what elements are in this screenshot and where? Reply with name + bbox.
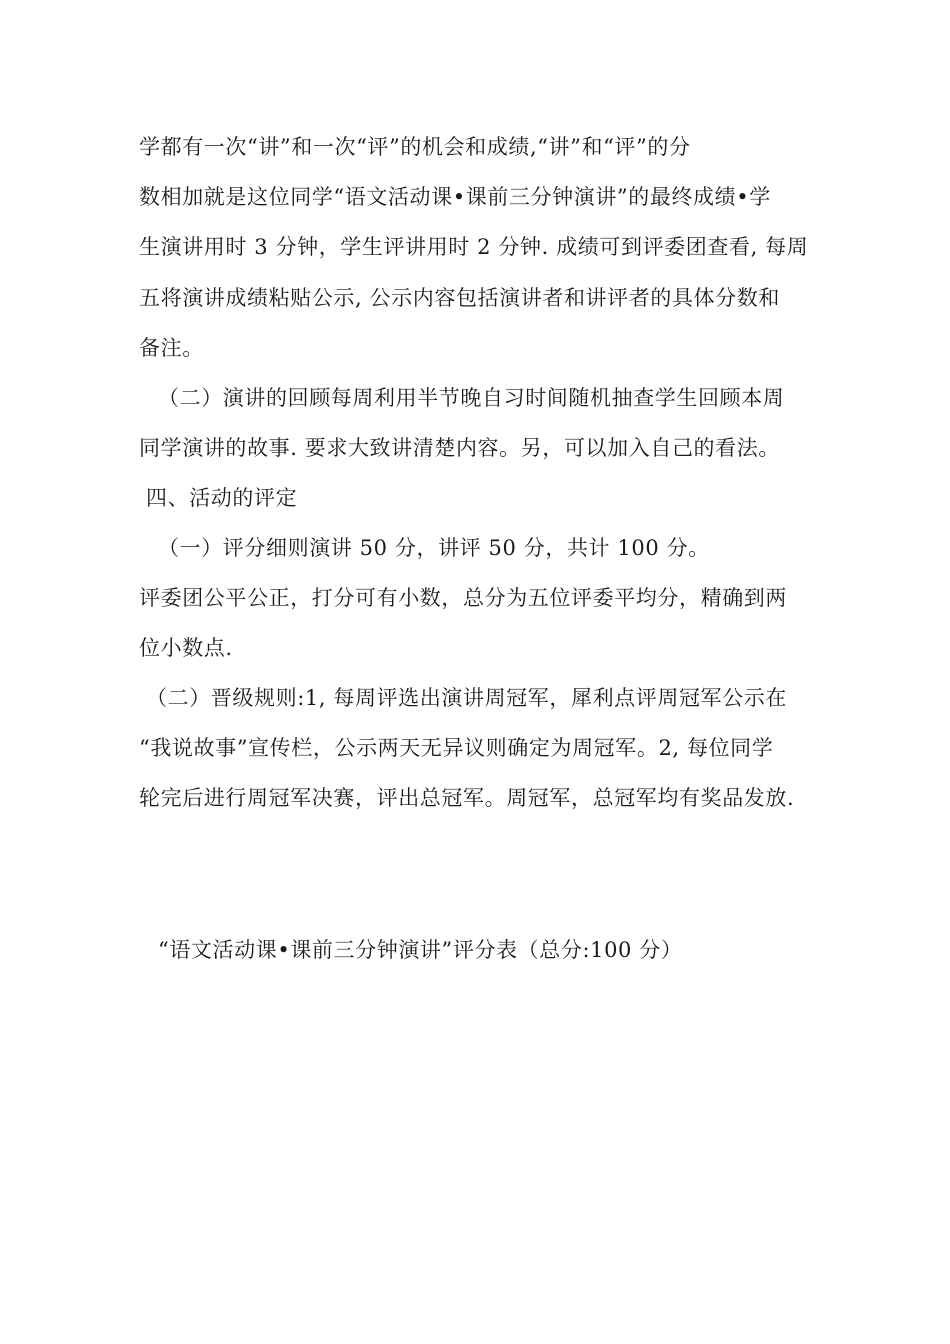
paragraph-line: （二）演讲的回顾每周利用半节晚自习时间随机抽查学生回顾本周 — [158, 386, 785, 410]
paragraph-line: 数相加就是这位同学“语文活动课•课前三分钟演讲”的最终成绩•学 — [139, 185, 771, 209]
paragraph-line: （一）评分细则演讲 50 分，讲评 50 分，共计 100 分。 — [158, 536, 710, 560]
paragraph-line: 位小数点. — [139, 636, 233, 660]
paragraph-line: 评委团公平公正，打分可有小数，总分为五位评委平均分，精确到两 — [139, 586, 787, 610]
paragraph-line: “我说故事”宣传栏，公示两天无异议则确定为周冠军。2, 每位同学 — [139, 736, 774, 760]
paragraph-line: 同学演讲的故事. 要求大致讲清楚内容。另，可以加入自己的看法。 — [139, 436, 780, 460]
table-title: “语文活动课•课前三分钟演讲”评分表（总分:100 分） — [158, 938, 683, 962]
paragraph-line: 学都有一次“讲”和一次“评”的机会和成绩,“讲”和“评”的分 — [139, 135, 691, 159]
paragraph-line: 五将演讲成绩粘贴公示, 公示内容包括演讲者和讲评者的具体分数和 — [139, 286, 780, 310]
paragraph-line: （二）晋级规则:1, 每周评选出演讲周冠军，犀利点评周冠军公示在 — [146, 686, 787, 710]
paragraph-line: 备注。 — [139, 336, 204, 360]
paragraph-line: 生演讲用时 3 分钟，学生评讲用时 2 分钟. 成绩可到评委团查看, 每周 — [139, 235, 809, 259]
paragraph-line: 轮完后进行周冠军决赛，评出总冠军。周冠军，总冠军均有奖品发放. — [139, 786, 795, 810]
section-heading: 四、活动的评定 — [146, 486, 298, 510]
